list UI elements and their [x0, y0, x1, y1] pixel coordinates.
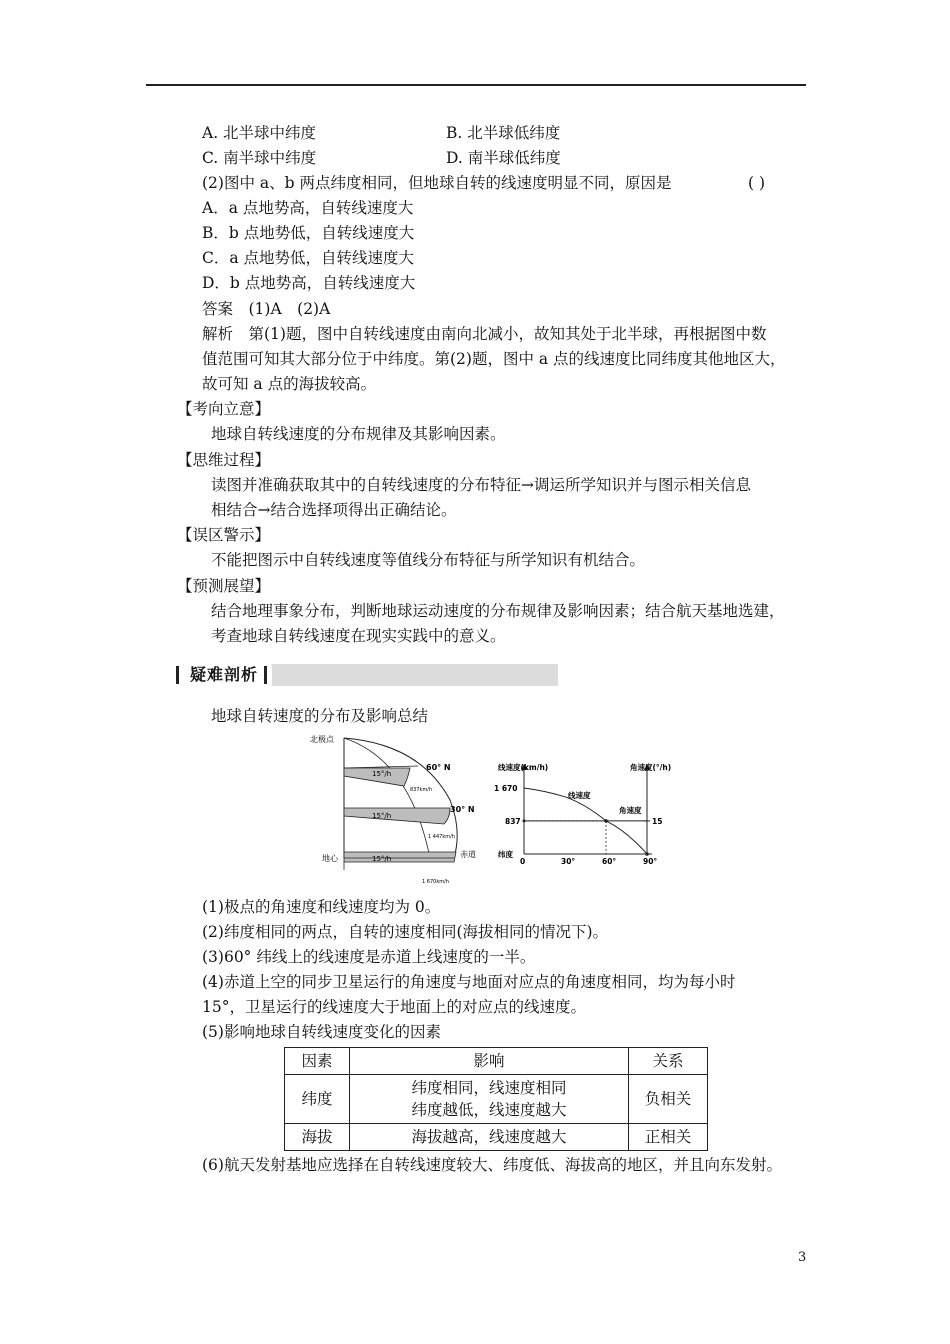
note-body-warning: 不能把图示中自转线速度等值线分布特征与所学知识有机结合。: [211, 551, 646, 569]
label-north-pole: 北极点: [310, 735, 334, 744]
note-head-outlook: 【预测展望】: [177, 577, 271, 595]
point-90: [645, 852, 649, 856]
note-body-process-2: 相结合→结合选择项得出正确结论。: [211, 501, 457, 519]
label-ang-30: 15°/h: [372, 812, 392, 820]
option-a: A. 北半球中纬度: [202, 124, 317, 142]
page-number: 3: [798, 1250, 807, 1265]
label-equator: 赤道: [460, 850, 476, 859]
series-label-angular: 角速度: [619, 805, 642, 815]
question-2-stem: (2)图中 a、b 两点纬度相同，但地球自转的线速度明显不同，原因是: [202, 174, 672, 192]
note-body-process-1: 读图并准确获取其中的自转线速度的分布特征→调运所学知识并与图示相关信息: [211, 476, 751, 494]
earth-quarter-diagram: [310, 734, 476, 885]
point-3: (3)60° 纬线上的线速度是赤道上线速度的一半。: [202, 948, 536, 966]
note-body-intent: 地球自转线速度的分布规律及其影响因素。: [211, 425, 506, 443]
x-tick-label: 60°: [602, 857, 617, 866]
row-latitude-relation: 负相关: [629, 1075, 708, 1124]
ylabel-right: 角速度(°/h): [630, 763, 672, 772]
label-v30: 1 447km/h: [428, 834, 455, 840]
note-head-warning: 【误区警示】: [177, 526, 271, 544]
label-ang-60: 15°/h: [372, 770, 392, 778]
row-latitude-effect-1: 纬度相同，线速度相同: [411, 1079, 567, 1097]
y-tick-label: 1 670: [494, 784, 518, 793]
label-v0: 1 670km/h: [422, 879, 449, 885]
row-altitude-relation: 正相关: [629, 1124, 708, 1151]
label-center: 地心: [322, 854, 338, 863]
answer: 答案 (1)A (2)A: [202, 300, 331, 318]
series-label-linear: 线速度: [568, 791, 591, 800]
option-d: D. 南半球低纬度: [446, 149, 561, 167]
label-30n: 30° N: [450, 805, 475, 814]
factors-table: [284, 1047, 708, 1151]
table-row: [285, 1124, 708, 1151]
summary-title: 地球自转速度的分布及影响总结: [211, 707, 429, 725]
x-tick-label: 0: [520, 857, 526, 866]
point-2: (2)纬度相同的两点，自转的速度相同(海拔相同的情况下)。: [202, 923, 609, 941]
point-1: (1)极点的角速度和线速度均为 0。: [202, 898, 441, 916]
note-body-outlook-2: 考查地球自转线速度在现实实践中的意义。: [211, 627, 506, 645]
header-factor: 因素: [285, 1048, 350, 1075]
point-5: (5)影响地球自转线速度变化的因素: [202, 1023, 441, 1041]
note-head-process: 【思维过程】: [177, 451, 271, 469]
table-header-row: [285, 1048, 708, 1075]
label-v60: 837km/h: [410, 787, 433, 793]
header-rule: [146, 84, 806, 86]
row-altitude-effect: 海拔越高，线速度越大: [350, 1124, 629, 1151]
label-ang-0: 15°/h: [372, 855, 392, 863]
row-latitude-factor: 纬度: [285, 1075, 350, 1124]
note-head-intent: 【考向立意】: [177, 400, 271, 418]
y-tick-label: 837: [505, 816, 521, 826]
q2-option-c: C．a 点地势低，自转线速度大: [202, 249, 415, 267]
x-tick-label: 90°: [643, 857, 658, 866]
row-latitude-effect-2: 纬度越低，线速度越大: [411, 1101, 567, 1119]
point-837-axis: [523, 819, 526, 822]
note-body-outlook-1: 结合地理事象分布，判断地球运动速度的分布规律及影响因素；结合航天基地选建，: [211, 602, 785, 620]
analysis-line-1: 解析 第(1)题，图中自转线速度由南向北减小，故知其处于北半球，再根据图中数: [202, 325, 767, 343]
q2-option-b: B．b 点地势低，自转线速度大: [202, 224, 415, 242]
analysis-line-2: 值范围可知其大部分位于中纬度。第(2)题，图中 a 点的线速度比同纬度其他地区大，: [202, 350, 786, 368]
header-relation: 关系: [629, 1048, 708, 1075]
point-60: [604, 819, 608, 823]
table-row: [285, 1075, 708, 1124]
option-c: C. 南半球中纬度: [202, 149, 317, 167]
row-altitude-factor: 海拔: [285, 1124, 350, 1151]
speed-chart: [494, 762, 671, 866]
analysis-line-3: 故可知 a 点的海拔较高。: [202, 375, 377, 393]
q2-option-d: D．b 点地势高，自转线速度大: [202, 274, 416, 292]
x-tick-label: 30°: [561, 857, 576, 866]
xlabel: 纬度: [498, 850, 513, 859]
point-6: (6)航天发射基地应选择在自转线速度较大、纬度低、海拔高的地区，并且向东发射。: [202, 1156, 782, 1174]
section-header: [176, 664, 558, 686]
header-effect: 影响: [350, 1048, 629, 1075]
point-4-line-2: 15°，卫星运行的线速度大于地面上的对应点的线速度。: [202, 998, 586, 1016]
y-tick-label-right: 15: [652, 816, 663, 826]
ylabel-left: 线速度(km/h): [498, 763, 549, 772]
row-latitude-effect: [350, 1075, 629, 1124]
option-b: B. 北半球低纬度: [446, 124, 561, 142]
q2-option-a: A．a 点地势高，自转线速度大: [202, 199, 414, 217]
point-4-line-1: (4)赤道上空的同步卫星运行的角速度与地面对应点的角速度相同，均为每小时: [202, 973, 736, 991]
answer-bracket: ( ): [748, 174, 766, 192]
section-title: 疑难剖析: [190, 665, 262, 685]
rotation-speed-figure: [300, 730, 680, 890]
label-60n: 60° N: [426, 763, 451, 772]
